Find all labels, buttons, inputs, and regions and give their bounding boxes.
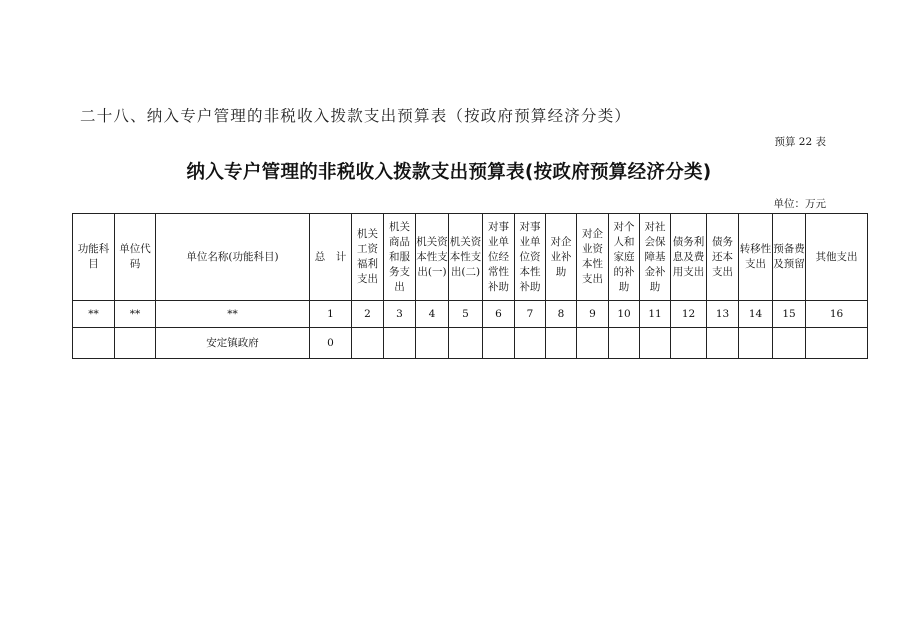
table-cell	[483, 328, 515, 359]
unit-label: 单位：万元	[773, 198, 826, 210]
column-header: 总 计	[310, 214, 352, 301]
column-header: 对企业资本性支出	[577, 214, 609, 301]
unit-name-cell: 安定镇政府	[156, 328, 310, 359]
column-header: 债务利息及费用支出	[671, 214, 707, 301]
index-cell: **	[115, 301, 156, 328]
index-cell: 11	[640, 301, 671, 328]
table-cell	[640, 328, 671, 359]
index-cell: 3	[384, 301, 416, 328]
index-cell: 9	[577, 301, 609, 328]
table-cell	[671, 328, 707, 359]
table-cell	[773, 328, 806, 359]
index-cell: 7	[515, 301, 546, 328]
table-cell	[707, 328, 739, 359]
index-cell: 2	[352, 301, 384, 328]
table-cell	[416, 328, 449, 359]
table-cell	[352, 328, 384, 359]
column-header: 预备费及预留	[773, 214, 806, 301]
table-cell	[609, 328, 640, 359]
index-cell: 16	[806, 301, 868, 328]
budget-table	[72, 213, 868, 359]
table-number: 预算 22 表	[774, 136, 826, 148]
column-header: 机关工资福利支出	[352, 214, 384, 301]
index-cell: 5	[449, 301, 483, 328]
column-header: 对事业单位经常性补助	[483, 214, 515, 301]
index-cell: 4	[416, 301, 449, 328]
index-cell: **	[73, 301, 115, 328]
column-header: 单位代码	[115, 214, 156, 301]
header-row	[73, 214, 868, 301]
table-row	[73, 328, 868, 359]
total-cell: 0	[310, 328, 352, 359]
table-cell	[739, 328, 773, 359]
index-cell: 15	[773, 301, 806, 328]
table-cell	[73, 328, 115, 359]
index-cell: **	[156, 301, 310, 328]
page-title: 纳入专户管理的非税收入拨款支出预算表(按政府预算经济分类)	[186, 162, 712, 183]
table-cell	[806, 328, 868, 359]
column-header: 转移性支出	[739, 214, 773, 301]
index-cell: 10	[609, 301, 640, 328]
column-header: 其他支出	[806, 214, 868, 301]
column-header: 机关资本性支出(二)	[449, 214, 483, 301]
column-header: 机关资本性支出(一)	[416, 214, 449, 301]
table-cell	[115, 328, 156, 359]
section-heading: 二十八、纳入专户管理的非税收入拨款支出预算表（按政府预算经济分类）	[80, 107, 632, 125]
column-header: 单位名称(功能科目)	[156, 214, 310, 301]
table-cell	[577, 328, 609, 359]
index-cell: 12	[671, 301, 707, 328]
index-cell: 6	[483, 301, 515, 328]
column-header: 对个人和家庭的补助	[609, 214, 640, 301]
column-header: 对社会保障基金补助	[640, 214, 671, 301]
index-cell: 1	[310, 301, 352, 328]
table-cell	[449, 328, 483, 359]
column-index-row	[73, 301, 868, 328]
column-header: 对事业单位资本性补助	[515, 214, 546, 301]
table-cell	[546, 328, 577, 359]
index-cell: 8	[546, 301, 577, 328]
column-header: 机关商品和服务支出	[384, 214, 416, 301]
column-header: 对企业补助	[546, 214, 577, 301]
column-header: 债务还本支出	[707, 214, 739, 301]
table-cell	[515, 328, 546, 359]
table-cell	[384, 328, 416, 359]
index-cell: 13	[707, 301, 739, 328]
column-header: 功能科目	[73, 214, 115, 301]
index-cell: 14	[739, 301, 773, 328]
